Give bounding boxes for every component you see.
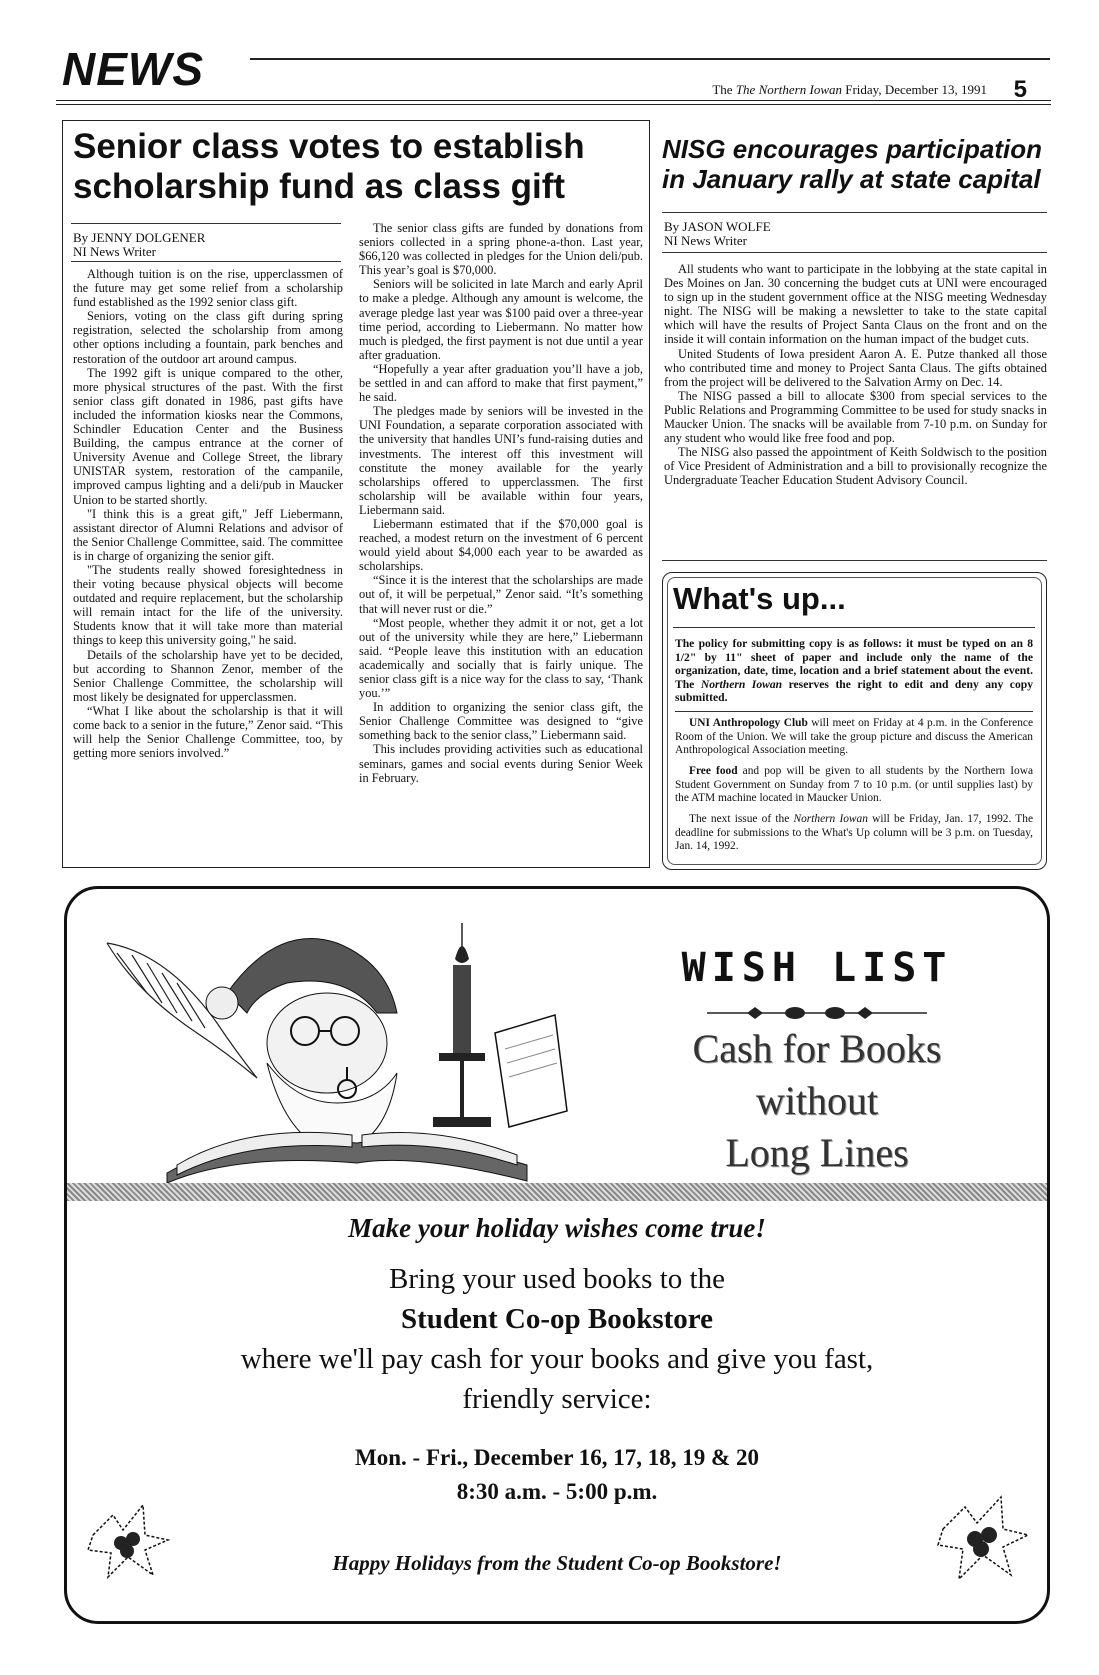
- byline-rule: [662, 212, 1047, 213]
- senior-gift-article: [62, 120, 650, 868]
- paragraph: Liebermann estimated that if the $70,000 goal is reached, a modest return on the investment of 6 percent would yield about $4,000 each year to be awarded as scholarships.: [359, 516, 643, 574]
- bookstore-advertisement: [64, 886, 1050, 1624]
- submission-policy: The policy for submitting copy is as follows: it must be typed on an 8 1/2" by 11" sheet of paper and include only the name of the organization, date, time, location and a brief statement about the event. The Northern Iowan reserves the right to edit and deny any copy submitted.: [675, 637, 1033, 705]
- page-number: 5: [1013, 76, 1027, 103]
- byline-rule: [71, 261, 341, 262]
- ornament-divider-icon: [707, 1006, 927, 1020]
- byline: By JENNY DOLGENER NI News Writer: [73, 230, 206, 259]
- santa-reading-illustration: [87, 903, 607, 1183]
- holly-icon: [933, 1489, 1033, 1585]
- holly-icon: [83, 1495, 173, 1585]
- article-column-2: [359, 221, 643, 785]
- masthead-rule: [250, 58, 1050, 60]
- paragraph: All students who want to participate in the lobbying at the state capital in Des Moines on Jan. 30 concerning the budget cuts at UNI were encouraged to sign up in the student government office at the NISG meeting Wednesday night. The NISG will be making a newsletter to take to the state capital which will have the results of Project Santa Claus on the front and on the inside it will contain information on the human impact of the budget cuts.: [664, 262, 1047, 347]
- anthropology-club-item: UNI Anthropology Club will meet on Friday at 4 p.m. in the Conference Room of the Union. We will take the group picture and discuss the American Anthropological Association meeting.: [675, 717, 1033, 757]
- store-name: Student Co-op Bookstore: [400, 1303, 714, 1335]
- wish-list-title: WISH LIST: [681, 945, 953, 991]
- ad-line: where we'll pay cash for your books and give you fast,: [240, 1343, 874, 1375]
- paragraph: "The students really showed foresightedness in their voting because physical objects will become outdated and require replacement, but the scholarship will remain intact for the life of the university. Students know that it will take more than material things to keep this university going," he said.: [73, 562, 343, 648]
- next-issue-item: The next issue of the Northern Iowan will be Friday, Jan. 17, 1992. The deadline for submissions to the What's Up column will be 3 p.m. on Tuesday, Jan. 14, 1992.: [675, 813, 1034, 853]
- paragraph: Details of the scholarship have yet to be decided, but according to Shannon Zenor, member of the Senior Challenge Committee, the scholarship will most likely be designated for upperclassmen.: [73, 647, 343, 704]
- ad-tagline: Make your holiday wishes come true!: [348, 1213, 766, 1243]
- column-rule: [662, 560, 1047, 561]
- ad-line: friendly service:: [462, 1383, 652, 1415]
- paragraph: “Hopefully a year after graduation you’ll have a job, be settled in and can afford to make that first payment,” he said.: [359, 361, 643, 405]
- paragraph: In addition to organizing the senior class gift, the Senior Challenge Committee was designed to “give something back to the senior class,” Liebermann said.: [359, 700, 643, 743]
- paragraph: The NISG passed a bill to allocate $300 from special services to the Public Relations and Programming Committee to be used for study snacks in Maucker Union. The snacks will be available from 7-10 p.m. on Sunday for any student who would like free food and pop.: [664, 388, 1047, 446]
- byline-rule: [662, 252, 1047, 253]
- paragraph: “Most people, whether they admit it or not, get a lot out of the university while they are here,” Liebermann said. “People leave this institution with an education academically and socially that is fairly unique. The senior class gift is a nice way for the class to say, ‘Thank you.’”: [359, 615, 643, 701]
- paragraph: Seniors will be solicited in late March and early April to make a pledge. Although any amount is welcome, the average pledge last year was $100 paid over a three-year time period, according to Liebermann. No matter how much is pledged, the first payment is not due until a year after graduation.: [359, 277, 643, 362]
- masthead-info: [712, 82, 987, 98]
- paragraph: The senior class gifts are funded by donations from seniors collected in a spring phone-a-thon. Last year, $66,120 was collected in pledges for the Union deli/pub. This year’s goal is $70,000.: [359, 221, 643, 278]
- buyback-days: Mon. - Fri., December 16, 17, 18, 19 & 20: [355, 1445, 759, 1470]
- nisg-headline: NISG encourages participation in January rally at state capital: [662, 134, 1042, 194]
- free-food-item: Free food and pop will be given to all students by the Northern Iowa Student Government on Sunday from 7 to 10 p.m. (or until supplies last) by the ATM machine located in Maucker Union.: [675, 765, 1033, 805]
- byline-rule: [71, 223, 341, 224]
- article-headline: Senior class votes to establish scholarship fund as class gift: [73, 127, 585, 206]
- paragraph: This includes providing activities such as educational seminars, games and social events during Senior Week in February.: [359, 742, 643, 785]
- issue-date: Friday, December 13, 1991: [845, 82, 987, 97]
- masthead-rule: [56, 100, 1051, 101]
- book-icon: [167, 1132, 527, 1183]
- publication-name: The The Northern Iowan: [712, 82, 842, 97]
- cash-for-books-headline: Cash for Books without Long Lines: [692, 1026, 942, 1175]
- whats-up-box: [662, 572, 1047, 870]
- paragraph: United Students of Iowa president Aaron A. E. Putze thanked all those who contributed time and money to Project Santa Claus. The gifts obtained from the project will be delivered to the Salvation Army on Dec. 14.: [664, 346, 1047, 389]
- paragraph: “What I like about the scholarship is that it will come back to a senior in the future,” Zenor said. “This will help the Senior Challenge Committee, too, by getting more seniors involved.”: [73, 703, 343, 761]
- whats-up-rule: [673, 627, 1035, 628]
- paragraph: The 1992 gift is unique compared to the other, more physical structures of the past. With the first senior class gift donated in 1986, past gifts have included the information kiosks near the Commons, Schindler Education Center and the Business Building, the campus entrance at the corner of University Avenue and College Street, the library UNISTAR system, restoration of the campanile, improved campus lighting and a deli/pub in Maucker Union to be started shortly.: [73, 365, 343, 507]
- paragraph: Seniors, voting on the class gift during spring registration, selected the scholarship from among other options including a fountain, park benches and restoration of the outdoor art around campus.: [73, 309, 343, 366]
- buyback-hours: 8:30 a.m. - 5:00 p.m.: [456, 1479, 658, 1504]
- paper-icon: [495, 1015, 567, 1127]
- santa-icon: [206, 939, 397, 1153]
- article-column-1: [73, 267, 343, 760]
- paragraph: The pledges made by seniors will be invested in the UNI Foundation, a separate corporation associated with the university that handles UNI’s fund-raising duties and investments. The interest off this investment will constitute the money available for the yearly scholarships offered to upperclassmen. The first scholarship will be available within four years, Liebermann said.: [359, 404, 643, 517]
- paragraph: Although tuition is on the rise, upperclassmen of the future may get some relief from a scholarship fund established as the 1992 senior class gift.: [73, 267, 343, 310]
- ad-line: Bring your used books to the: [389, 1263, 725, 1295]
- nisg-byline: By JASON WOLFE NI News Writer: [664, 219, 771, 248]
- paragraph: "I think this is a great gift," Jeff Liebermann, assistant director of Alumni Relations and advisor of the Senior Challenge Committee, said. The committee is in charge of organizing the senior gift.: [73, 506, 343, 563]
- section-title: NEWS: [62, 43, 204, 95]
- patterned-band: [67, 1183, 1047, 1201]
- candle-icon: [433, 923, 491, 1127]
- ad-closing: Happy Holidays from the Student Co-op Bookstore!: [332, 1551, 782, 1575]
- whats-up-rule: [675, 711, 1033, 712]
- paragraph: The NISG also passed the appointment of Keith Soldwisch to the position of Vice President of Administration and a bill to provisionally recognize the Undergraduate Teacher Education Student Advisory Council.: [664, 445, 1047, 488]
- masthead-rule: [56, 104, 1051, 105]
- whats-up-title: What's up...: [673, 581, 846, 616]
- nisg-article-body: [664, 262, 1047, 488]
- paragraph: “Since it is the interest that the scholarships are made out of, it will be perpetual,” Zenor said. “It’s something that will never rust or die.”: [359, 573, 643, 616]
